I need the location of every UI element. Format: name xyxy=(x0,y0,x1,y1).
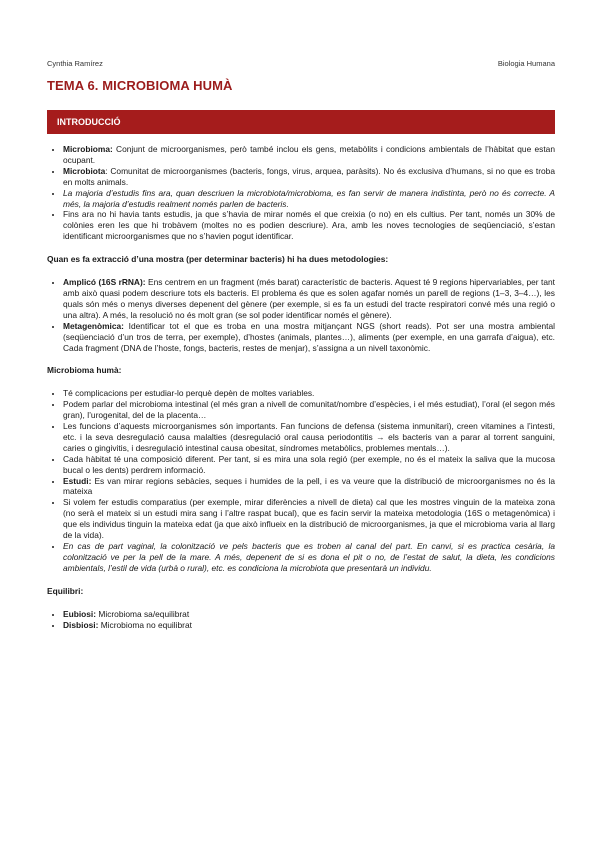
item-text: En cas de part vaginal, la colonització ve pels bacteris que es troben al canal del part. En canvi, si es practica cesària, la colonització ve per la pell de la mare. A més, depenent de si es dona el pit o no, de l’estat de salut, la dieta, les condicions ambientals, l’estil de vida (urbà o rural), etc. es condiciona la microbiota que presentarà un individu. xyxy=(63,541,555,573)
section-heading: INTRODUCCIÓ xyxy=(57,117,121,127)
item-text: Fins ara no hi havia tants estudis, ja que s’havia de mirar només el que creixia (o no) en els cultius. Per tant, només un 30% de colònies eren les que hi trobàvem (moltes no es podien descriure). Ara, amb les noves tecnologies de seqüenciació, s’estan identificant microorganismes que no s’havien pogut identificar. xyxy=(63,209,555,242)
item-text: Microbioma sa/equilibrat xyxy=(96,608,190,619)
list-item xyxy=(63,497,555,541)
item-text: Conjunt de microorganismes, però també inclou els gens, metabòlits i condicions ambientals de l’hàbitat que estan ocupant. xyxy=(63,144,555,165)
page-title: TEMA 6. MICROBIOMA HUMÀ xyxy=(47,78,233,93)
list-item xyxy=(63,454,555,476)
list-item xyxy=(63,388,555,399)
microbiome-list xyxy=(47,388,555,573)
list-item xyxy=(63,166,555,188)
equilibri-list xyxy=(47,609,555,631)
methods-list xyxy=(47,277,555,353)
item-text: : Comunitat de microorganismes (bacteris, fongs, virus, arquea, paràsits). No és exclusiva d’humans, si no que es troba en molts animals. xyxy=(63,165,555,187)
item-text: Si volem fer estudis comparatius (per exemple, mirar diferències a nivell de dieta) cal que les mostres vinguin de la mateixa zona (no serà el mateix si un estudi mira sang i l’altre raspat bucal), que es facin servir la mateixa metodologia (16S o metagenòmica) i que els individus tinguin la mateixa edat (ja que això influeix en la distribució de microorganismes, ja que el microbioma varia al llarg de la vida). xyxy=(63,497,555,541)
item-text: Podem parlar del microbioma intestinal (el més gran a nivell de comunitat/nombre d’espècies, i el més estudiat), l’oral (el segon més gran), l’urogenital, del de la placenta… xyxy=(63,399,555,421)
list-item xyxy=(63,277,555,321)
list-item xyxy=(63,541,555,574)
microbiome-heading: Microbioma humà: xyxy=(47,365,122,376)
list-item xyxy=(63,321,555,354)
term: Eubiosi: xyxy=(63,608,97,619)
term: Estudi: xyxy=(63,475,92,486)
item-text: La majoria d’estudis fins ara, quan descriuen la microbiota/microbioma, es fan servir de manera indistinta, però no és correcte. A més, la majoria d’estudis realment només parlen de bacteris. xyxy=(63,187,555,209)
list-item xyxy=(63,620,555,631)
list-item xyxy=(63,188,555,210)
list-item xyxy=(63,144,555,166)
list-item xyxy=(63,399,555,421)
item-text: Les funcions d’aquests microorganismes són importants. Fan funcions de defensa (sistema inmunitari), creen vitamines a l’intesti, etc. i la seva desregulació causa malalties (desregulació oral causa periodontitis → els bacteris van a parar al torrent sanguini, caries o gingivitis, i desregulació intestinal causa obesitat, síndromes metabòlics, problemes mentals…). xyxy=(63,421,555,453)
term: Amplicó (16S rRNA): xyxy=(63,277,146,288)
intro-list xyxy=(47,144,555,242)
subject-name: Biologia Humana xyxy=(497,59,555,68)
list-item xyxy=(63,421,555,454)
list-item xyxy=(63,609,555,620)
item-text: Identificar tot el que es troba en una mostra mitjançant NGS (short reads). Pot ser una mostra ambiental (seqüenciació d’un tros de terra, per exemple), d’hostes (animals, plantes…), aliments (per exemple, en una garrafa d’aigua), etc. Cada fragment (DNA de l’hoste, fongs, bacteris, restes de menjar), s’assigna a un nivell taxonòmic. xyxy=(63,320,555,353)
item-text: Microbioma no equilibrat xyxy=(98,619,192,630)
list-item xyxy=(63,209,555,242)
term: Microbiota xyxy=(63,165,106,176)
equilibri-heading: Equilibri: xyxy=(47,585,84,596)
section-heading-bar xyxy=(47,110,555,134)
item-text: Es van mirar regions sebàcies, seques i humides de la pell, i es va veure que la distribució de microorganismes no és la mateixa xyxy=(63,475,555,497)
term: Microbioma: xyxy=(63,144,113,154)
item-text: Ens centrem en un fragment (més barat) característic de bacteris. Aquest té 9 regions hipervariables, per tant amb això quasi podem descriure tots els bacteris. El problema és que es solen agafar només un parell de regions (1–3, 3–4…), les quals són més o menys diverses depenent del gènere (per exemple, si es fa un estudi del tracte respiratori convé més una regió o una altra). A més, la resolució no és molt gran (se sol poder identificar només el gènere). xyxy=(63,277,555,320)
term: Disbiosi: xyxy=(63,619,99,630)
document-body xyxy=(47,144,555,630)
list-item xyxy=(63,476,555,498)
term: Metagenòmica: xyxy=(63,320,124,331)
item-text: Cada hàbitat té una composició diferent. Per tant, si es mira una sola regió (per exemple, no és el mateix la saliva que la mucosa bucal o les dents) perdrem informació. xyxy=(63,453,555,475)
extraction-heading: Quan es fa extracció d’una mostra (per determinar bacteris) hi ha dues metodologies: xyxy=(47,254,389,265)
author-name: Cynthia Ramírez xyxy=(47,59,103,68)
item-text: Té complicacions per estudiar-lo perquè depèn de moltes variables. xyxy=(63,388,315,399)
